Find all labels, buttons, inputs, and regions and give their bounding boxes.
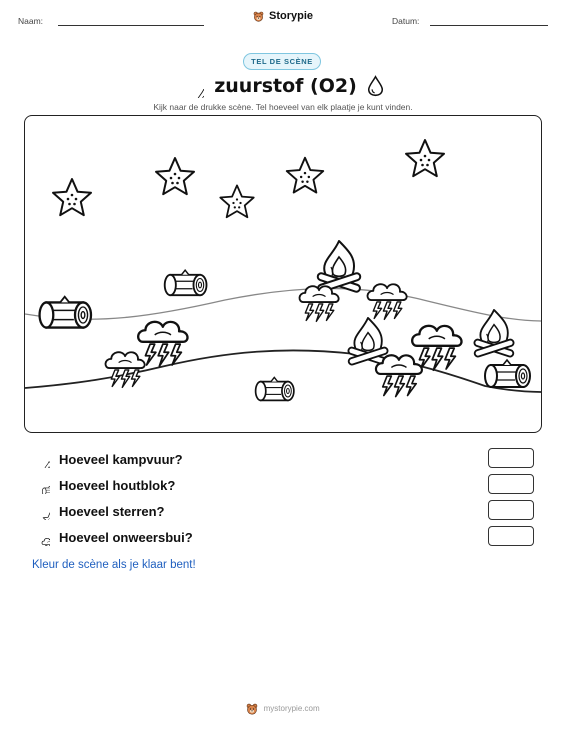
campfire (317, 241, 361, 293)
coloring-prompt: Kleur de scène als je klaar bent! (32, 559, 196, 571)
question-thunderstorm (32, 526, 542, 548)
question-campfire (32, 448, 542, 470)
scene-illustration (25, 116, 542, 433)
answer-box-star[interactable] (488, 500, 534, 520)
campfire-icon (182, 74, 204, 98)
footer-url[interactable]: mystorypie.com (263, 704, 320, 714)
question-log (32, 474, 542, 496)
question-text: Hoeveel houtblok? (59, 477, 176, 493)
footer (0, 703, 566, 715)
storypie-logo-icon (246, 703, 258, 715)
hill-line-back (25, 288, 542, 321)
log (256, 377, 294, 400)
campfire (474, 310, 515, 357)
page-title: zuurstof (O2) (214, 75, 357, 97)
brand-name: Storypie (269, 10, 314, 22)
star (406, 140, 444, 176)
thunderstorm (138, 322, 187, 366)
answer-box-thunderstorm[interactable] (488, 526, 534, 546)
storypie-logo-icon (253, 11, 264, 22)
brand (0, 10, 566, 22)
thunderstorm (376, 355, 422, 396)
star (156, 158, 194, 194)
star (287, 158, 323, 193)
thunderstorm (368, 284, 407, 319)
log (165, 270, 207, 295)
name-label: Naam: (18, 16, 44, 26)
section-badge: TEL DE SCÈNE (243, 53, 321, 70)
thunderstorm (106, 352, 145, 387)
question-text: Hoeveel kampvuur? (59, 451, 183, 467)
thunderstorm (412, 326, 461, 370)
star (220, 185, 253, 217)
log (485, 360, 530, 387)
question-star (32, 500, 542, 522)
campfire (348, 318, 389, 365)
question-text: Hoeveel sterren? (59, 503, 165, 519)
log (40, 297, 91, 328)
thunderstorm-icon (32, 528, 50, 546)
name-line[interactable] (58, 25, 204, 26)
answer-box-campfire[interactable] (488, 448, 534, 468)
instructions: Kijk naar de drukke scène. Tel hoeveel van elk plaatje je kunt vinden. (153, 102, 413, 112)
thunderstorm (300, 286, 339, 321)
title-row (0, 72, 566, 100)
answer-box-log[interactable] (488, 474, 534, 494)
question-text: Hoeveel onweersbui? (59, 529, 193, 545)
date-line[interactable] (430, 25, 548, 26)
star (53, 179, 91, 215)
water-drop-icon (367, 75, 384, 97)
campfire-icon (32, 450, 50, 468)
date-label: Datum: (392, 16, 420, 26)
log-icon (32, 476, 50, 494)
counting-scene (24, 115, 542, 433)
star-icon (32, 502, 50, 520)
